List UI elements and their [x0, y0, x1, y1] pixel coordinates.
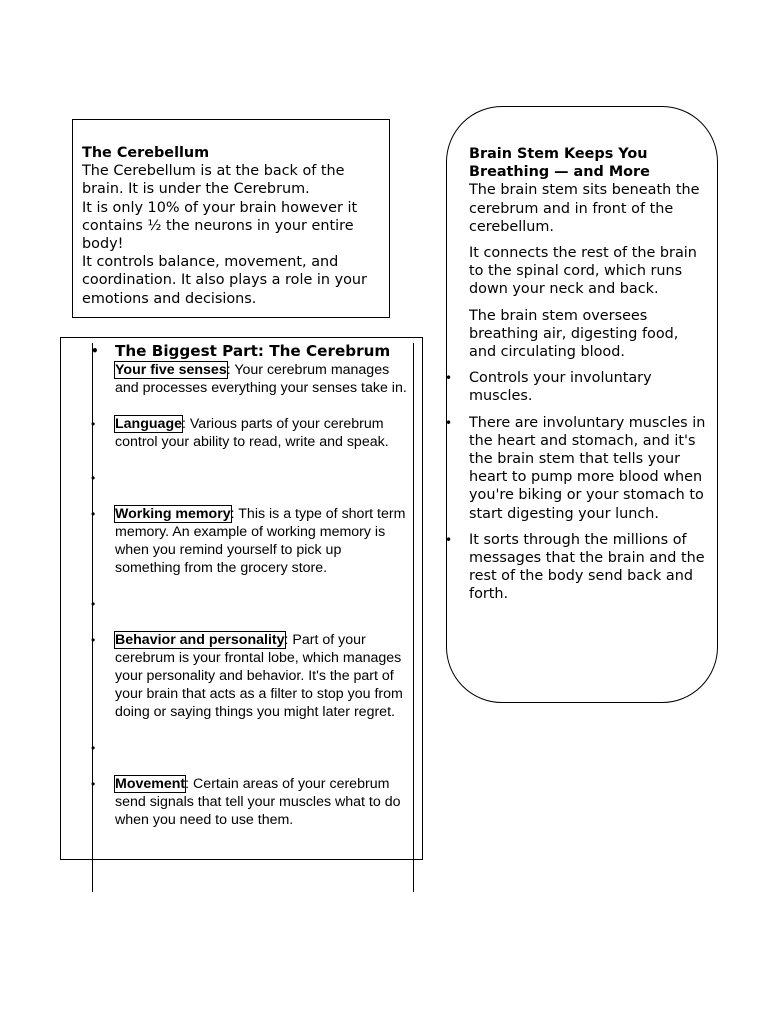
brainstem-bullet-list	[445, 369, 707, 603]
brainstem-bullet-2	[445, 414, 707, 523]
cerebrum-item-language	[93, 415, 413, 451]
bullet-icon: •	[91, 633, 96, 647]
cerebrum-term: Behavior and personality	[115, 632, 285, 648]
bullet-icon: •	[445, 415, 453, 430]
cerebrum-term: Your five senses	[115, 362, 227, 378]
empty-list-item	[93, 487, 413, 505]
cerebrum-item-working-memory	[93, 505, 413, 577]
cerebrum-item-text: : Certain areas of your cerebrum send signals that tell your muscles what to do when you need to use them.	[115, 776, 401, 828]
brainstem-paragraph-2: It connects the rest of the brain to the spinal cord, which runs down your neck and back.	[469, 245, 697, 298]
brainstem-bullet-1	[445, 369, 707, 405]
cerebellum-line-3: It controls balance, movement, and coordination. It also plays a role in your emotions and decisions.	[82, 254, 367, 307]
cerebrum-heading	[93, 341, 413, 361]
bullet-icon: •	[91, 471, 96, 485]
cerebellum-box	[72, 119, 390, 318]
empty-list-item	[93, 397, 413, 415]
empty-bullet-item	[93, 739, 413, 757]
bullet-icon: •	[445, 371, 453, 386]
cerebrum-item-text: : Part of your cerebrum is your frontal lobe, which manages your personality and behavior. It's the part of your brain that acts as a filter to stop you from doing or saying things you might later regret.	[115, 632, 403, 720]
cerebrum-box	[93, 341, 413, 856]
empty-list-item	[93, 757, 413, 775]
cerebrum-term: Movement	[115, 776, 186, 792]
cerebrum-item-senses	[93, 361, 413, 397]
cerebrum-list	[93, 341, 413, 829]
brainstem-bullet-text: It sorts through the millions of messages that the brain and the rest of the body send back and forth.	[469, 531, 705, 603]
brainstem-bullet-text: Controls your involuntary muscles.	[469, 370, 652, 405]
bullet-icon: •	[91, 777, 96, 791]
cerebrum-item-text: : Various parts of your cerebrum control your ability to read, write and speak.	[115, 416, 389, 450]
cerebrum-item-text: : Your cerebrum manages and processes everything your senses take in.	[115, 362, 407, 396]
cerebrum-item-behavior	[93, 631, 413, 721]
cerebrum-item-movement	[93, 775, 413, 829]
empty-list-item	[93, 577, 413, 595]
cerebrum-term: Working memory	[115, 506, 231, 522]
brainstem-title: Brain Stem Keeps You Breathing — and More	[469, 146, 650, 181]
bullet-icon: •	[91, 597, 96, 611]
bullet-icon: •	[91, 344, 99, 358]
brainstem-box	[446, 106, 718, 703]
cerebrum-item-text: : This is a type of short term memory. An example of working memory is when you remind yourself to pick up something from the grocery store.	[115, 506, 406, 576]
brainstem-bullet-3	[445, 531, 707, 604]
brainstem-paragraph-1: The brain stem sits beneath the cerebrum and in front of the cerebellum.	[469, 182, 700, 235]
brainstem-bullet-text: There are involuntary muscles in the heart and stomach, and it's the brain stem that tells your heart to pump more blood when you're biking or your stomach to start digesting your lunch.	[469, 414, 706, 522]
empty-list-item	[93, 451, 413, 469]
bullet-icon: •	[91, 417, 96, 431]
brainstem-paragraph-3: The brain stem oversees breathing air, digesting food, and circulating blood.	[469, 307, 679, 361]
bullet-icon: •	[445, 532, 453, 547]
cerebellum-line-2: It is only 10% of your brain however it contains ½ the neurons in your entire body!	[82, 199, 358, 253]
bullet-icon: •	[91, 741, 96, 755]
cerebellum-line-1: The Cerebellum is at the back of the brain. It is under the Cerebrum.	[82, 163, 345, 198]
cerebrum-term: Language	[115, 416, 183, 432]
empty-list-item	[93, 613, 413, 631]
empty-bullet-item	[93, 595, 413, 613]
cerebellum-title: The Cerebellum	[82, 145, 210, 161]
bullet-icon: •	[91, 507, 96, 521]
cerebrum-heading-text: The Biggest Part: The Cerebrum	[115, 342, 391, 360]
empty-bullet-item	[93, 469, 413, 487]
empty-list-item	[93, 721, 413, 739]
